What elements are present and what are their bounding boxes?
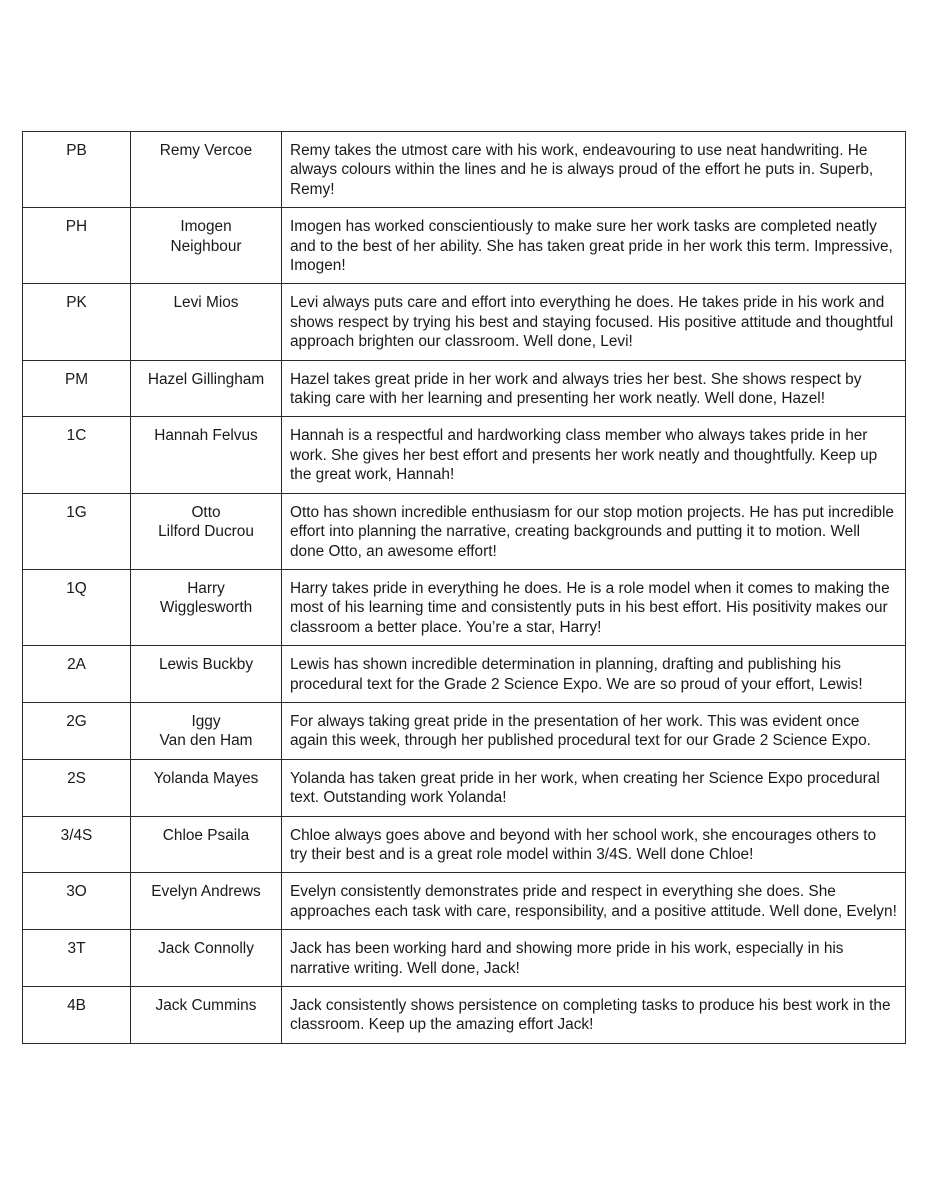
- comment-cell: Levi always puts care and effort into everything he does. He takes pride in his work and shows respect by trying his best and staying focused. His positive attitude and thoughtful approach brighten our classroom. Well done, Levi!: [282, 284, 906, 360]
- class-cell: 3O: [23, 873, 131, 930]
- class-cell: 1Q: [23, 569, 131, 645]
- comment-cell: Yolanda has taken great pride in her work, when creating her Science Expo procedural text. Outstanding work Yolanda!: [282, 759, 906, 816]
- comment-cell: Jack has been working hard and showing more pride in his work, especially in his narrative writing. Well done, Jack!: [282, 930, 906, 987]
- student-name-cell: [131, 493, 282, 569]
- student-name-line: Lewis Buckby: [158, 656, 254, 674]
- student-name-line: Evelyn Andrews: [151, 883, 261, 901]
- comment-cell: Harry takes pride in everything he does. He is a role model when it comes to making the most of his learning time and consistently puts in his best effort. His positivity makes our classroom a better place. You’re a star, Harry!: [282, 569, 906, 645]
- student-name-cell: [131, 987, 282, 1044]
- table-row: [23, 930, 906, 987]
- student-name-line: Hazel Gillingham: [147, 370, 265, 388]
- table-row: [23, 873, 906, 930]
- student-name-line: Levi Mios: [173, 294, 239, 312]
- student-name-line: Lilford Ducrou: [158, 523, 254, 541]
- student-name-line: Imogen: [180, 218, 232, 236]
- class-cell: 4B: [23, 987, 131, 1044]
- student-name-cell: [131, 132, 282, 208]
- class-cell: 1G: [23, 493, 131, 569]
- comment-cell: For always taking great pride in the presentation of her work. This was evident once again this week, through her published procedural text for our Grade 2 Science Expo.: [282, 702, 906, 759]
- student-name-line: Yolanda Mayes: [153, 769, 259, 787]
- table-row: [23, 569, 906, 645]
- table-row: [23, 702, 906, 759]
- student-name-line: Jack Cummins: [155, 997, 257, 1014]
- class-cell: 2A: [23, 646, 131, 703]
- student-name-line: Wigglesworth: [159, 599, 253, 617]
- student-name-cell: [131, 816, 282, 873]
- comment-cell: Lewis has shown incredible determination in planning, drafting and publishing his procedural text for the Grade 2 Science Expo. We are so proud of your effort, Lewis!: [282, 646, 906, 703]
- student-name-cell: [131, 360, 282, 417]
- table-row: [23, 132, 906, 208]
- table-row: [23, 208, 906, 284]
- class-cell: PK: [23, 284, 131, 360]
- student-name-line: Iggy: [191, 712, 221, 730]
- class-cell: 3/4S: [23, 816, 131, 873]
- awards-table: [22, 131, 906, 1044]
- class-cell: 1C: [23, 417, 131, 493]
- comment-cell: Remy takes the utmost care with his work, endeavouring to use neat handwriting. He always colours within the lines and he is always proud of the effort he puts in. Superb, Remy!: [282, 132, 906, 208]
- student-name-line: Jack Connolly: [158, 940, 254, 958]
- table-row: [23, 987, 906, 1044]
- table-row: [23, 493, 906, 569]
- table-row: [23, 816, 906, 873]
- comment-cell: Jack consistently shows persistence on completing tasks to produce his best work in the classroom. Keep up the amazing effort Jack!: [282, 987, 906, 1044]
- student-name-cell: [131, 417, 282, 493]
- class-cell: PM: [23, 360, 131, 417]
- student-name-cell: [131, 284, 282, 360]
- class-cell: 2G: [23, 702, 131, 759]
- student-name-cell: [131, 759, 282, 816]
- student-name-cell: [131, 930, 282, 987]
- student-name-cell: [131, 702, 282, 759]
- table-row: [23, 284, 906, 360]
- comment-cell: Chloe always goes above and beyond with her school work, she encourages others to try their best and is a great role model within 3/4S. Well done Chloe!: [282, 816, 906, 873]
- student-name-line: Harry: [187, 579, 225, 597]
- student-name-line: Remy Vercoe: [159, 142, 253, 159]
- comment-cell: Evelyn consistently demonstrates pride and respect in everything she does. She approaches each task with care, responsibility, and a positive attitude. Well done, Evelyn!: [282, 873, 906, 930]
- student-name-line: Neighbour: [170, 237, 242, 255]
- comment-cell: Hazel takes great pride in her work and always tries her best. She shows respect by taking care with her learning and presenting her work neatly. Well done, Hazel!: [282, 360, 906, 417]
- comment-cell: Imogen has worked conscientiously to make sure her work tasks are completed neatly and to the best of her ability. She has taken great pride in her work this term. Impressive, Imogen!: [282, 208, 906, 284]
- student-name-cell: [131, 646, 282, 703]
- table-row: [23, 646, 906, 703]
- table-row: [23, 417, 906, 493]
- class-cell: PH: [23, 208, 131, 284]
- student-name-line: Hannah Felvus: [154, 427, 258, 445]
- class-cell: 2S: [23, 759, 131, 816]
- comment-cell: Otto has shown incredible enthusiasm for our stop motion projects. He has put incredible effort into planning the narrative, creating backgrounds and putting it to motion. Well done Otto, an awesome effort!: [282, 493, 906, 569]
- class-cell: 3T: [23, 930, 131, 987]
- student-name-cell: [131, 569, 282, 645]
- student-name-cell: [131, 208, 282, 284]
- class-cell: PB: [23, 132, 131, 208]
- comment-cell: Hannah is a respectful and hardworking class member who always takes pride in her work. She gives her best effort and presents her work neatly and thoughtfully. Keep up the great work, Hannah!: [282, 417, 906, 493]
- table-row: [23, 759, 906, 816]
- student-name-line: Otto: [191, 503, 221, 521]
- student-name-line: Van den Ham: [159, 732, 253, 750]
- table-row: [23, 360, 906, 417]
- student-name-line: Chloe Psaila: [162, 826, 250, 844]
- student-name-cell: [131, 873, 282, 930]
